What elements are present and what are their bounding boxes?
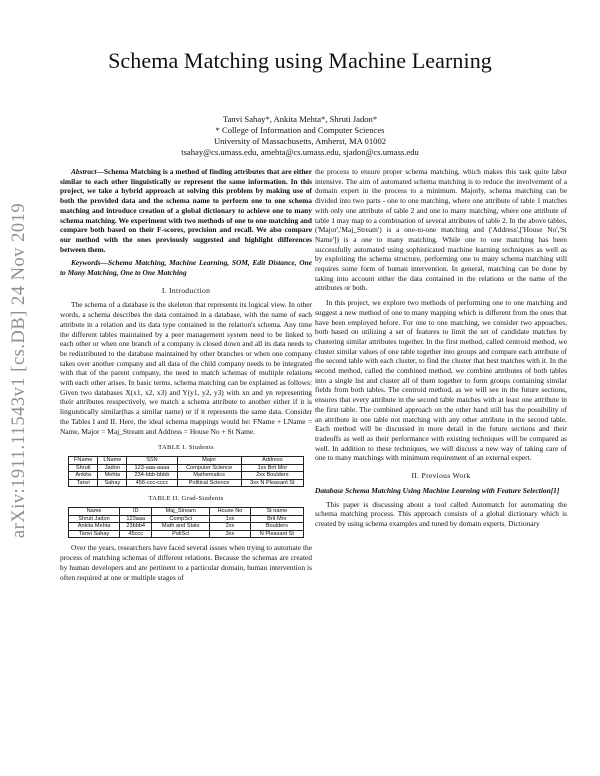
paper-title: Schema Matching using Machine Learning (108, 48, 492, 73)
abstract-text: —Schema Matching is a method of finding attributes that are either similar to each other linguistically or represent the same information. In this project, we take a hybrid approach at solving this problem by making use of both the provided data and the schema name to perform one to one schema matching and introduce creation of a global dictionary to achieve one to many schema matching. We experiment with two methods of one to one matching and compare both based on their F-scores, precision and recall. We also compare our method with the ones previously suggested and highlight differences between them. (60, 167, 312, 254)
table-cell: Sahay (98, 479, 127, 487)
table-header-cell: Address (241, 456, 303, 464)
table-cell: 3xx (210, 530, 251, 538)
author-block (60, 114, 540, 158)
table-cell: 123-aaa-aaaa (127, 464, 177, 472)
table-cell: Computer Science (177, 464, 241, 472)
table-cell: Shruti (69, 464, 98, 472)
table-header-row (69, 456, 304, 464)
table-cell: 2xx Boulders (241, 472, 303, 480)
table-row (69, 472, 304, 480)
abstract (60, 167, 312, 254)
right-paragraph-2: In this project, we explore two methods of performing one to one matching and suggest a new method of one to many mapping which is different from the ones that have been employed before. For one to one matching, we consider two appoaches, both based on utilizing a set of features to limit the set of candidate matches by clustering similar attributes together. In the first method, called centroid method, we cluster similar values of one table together into groups and compare each attribute of the second table with each cluster, to find the cluster that best matches with it. In the second method, called the combined method, we combine attributes of both tables into a single list and cluster all of them together to form groups containing similar fields from both tables. The centroid method, as we will see in the future sections, ensures that every attribute in the second table matches with at least one attribute in the first table. The combined approach on the other hand still has the possibility of an attribute in one table not matching with any other attribute in the second table. Each method will be discussed in more detail in the future sections and their tradeoffs as well as their performance with existing techniques will be compared as well. In addition to these techniques, we will discuss a new way of taking care of one to many matchings with minimum requirement of an external expert. (315, 298, 567, 463)
table-header-cell: Name (69, 508, 120, 516)
table-header-cell: House No (210, 508, 251, 516)
table-row (69, 530, 304, 538)
table-cell: 45ccc (120, 530, 152, 538)
keywords-label: Keywords (71, 258, 101, 268)
table-cell: 1xx (210, 515, 251, 523)
table-cell: Shruti Jadon (69, 515, 120, 523)
section-heading-introduction: I. Introduction (161, 285, 211, 295)
table-cell: Ankita Mehta (69, 523, 120, 531)
left-column (60, 167, 312, 582)
table-cell: Math and Stats (152, 523, 210, 531)
table-cell: 1xx Brit Mnr (241, 464, 303, 472)
table-cell: Mehta (98, 472, 127, 480)
table-header-row (69, 508, 304, 516)
table-row (69, 479, 304, 487)
table-cell: 2xx (210, 523, 251, 531)
section-heading-previous-work: II. Previous Work (411, 471, 471, 481)
arxiv-stamp (2, 140, 38, 600)
intro-paragraph-2: Over the years, researchers have faced several issues when trying to automate the process of matching schemas of different relations. Because the schemas are created by human developers and are pertinent to a particular domain, human intervention is often required at one or multiple stages of (60, 543, 312, 582)
affiliation-line-2: University of Massachusetts, Amherst, MA 01002 (213, 136, 387, 146)
right-paragraph-1: the process to ensure proper schema matching, which makes this task quite labor intensive. The aim of automated schema matching is to reduce the involvement of a domain expert in the process to a minimum. Majorly, schema matching can be divided into two parts - one to one matching, where one attribute of table 1 matches with only one attribute of table 2 and one to many matching, where one attribute of table 1 may map to a combination of several attributes of table 2. In the above tables, ('Major','Maj_Stream') is a one-to-one matching and ('Address',['House No','St Name']) is a one to many matching. While one to one matching has been successfully automated using sophisticated machine learning techniques as well as by exploiting the schema structure, performing one to many schema matching still requires some form of human intervention. In general, matching can be done by taking into account either the data contained in the relations or the name of the attributes or both. (315, 167, 567, 293)
intro-paragraph-1: The schema of a database is the skeleton that represents its logical view. In other words, a schema describes the data contained in a database, with the name of each attribute in a relation and its data type contained in the relation's schema. Any time the different tables maintained by a peer management system need to be linked to each other or when one branch of a company is closed down and all its data needs to be redistributed to the database maintained by other branches or when one company takes over another company and all data of the child company needs to be integrated with that of the parent company, the need to match schemas of multiple relations with each other arises. In basic terms, schema matching can be explained as follows: Given two databases X(x1, x2, x3) and Y(y1, y2, y3) with xn and yn representing their attributes resspectively, we match a schema attribute to another either if it is linguistically similar(has a similar name) or if it represents the same data. Consider the Tables I and II. Here, the ideal schema mappings would be: FName + LName = Name, Major = Maj_Stream and Address = House No + St Name. (60, 300, 312, 436)
table-cell: 456-ccc-cccc (127, 479, 177, 487)
table-header-cell: Major (177, 456, 241, 464)
table-cell: Boulders (250, 523, 303, 531)
table-header-cell: LName (98, 456, 127, 464)
arxiv-id: arXiv:1911.11543v1 [cs.DB] 24 Nov 2019 (9, 202, 30, 538)
table-cell: CompSci (152, 515, 210, 523)
keywords (60, 258, 312, 277)
affiliation-line-1: * College of Information and Computer Sciences (215, 125, 385, 135)
table-cell: 123aaa (120, 515, 152, 523)
subsection-heading: Database Schema Matching Using Machine Learning with Feature Selection[1] (315, 485, 560, 495)
table-cell: Mathematics (177, 472, 241, 480)
table-grad-students (68, 507, 304, 538)
table-cell: Tanvi (69, 479, 98, 487)
table-cell: Jadon (98, 464, 127, 472)
table-row (69, 515, 304, 523)
table-cell: Tanvi Sahay (69, 530, 120, 538)
table-header-cell: SSN (127, 456, 177, 464)
table-cell: N Pleasant St (250, 530, 303, 538)
table-1-caption: TABLE I. Students (158, 444, 214, 452)
table-header-cell: FName (69, 456, 98, 464)
table-students (68, 456, 304, 487)
table-cell: 23bbb4 (120, 523, 152, 531)
abstract-label: Abstract (71, 167, 97, 176)
table-2-caption: TABLE II. Grad-Students (148, 495, 224, 503)
table-cell: PoliSci (152, 530, 210, 538)
table-row (69, 464, 304, 472)
keywords-text: —Schema Matching, Machine Learning, SOM, Edit Distance, One to Many Matching, One to One Matching (60, 258, 312, 278)
table-cell: 3xx N Pleasant St (241, 479, 303, 487)
table-cell: Political Science (177, 479, 241, 487)
author-emails: tsahay@cs.umass.edu, amehta@cs.umass.edu, sjadon@cs.umass.edu (181, 147, 419, 157)
right-paragraph-3: This paper is discussing about a tool called Automatch for automating the schema matching process. This approach consists of a global dictionary which is created by using schema examples and tuned by domain experts. Dictionary (315, 499, 567, 528)
table-cell: 234-bbb-bbbb (127, 472, 177, 480)
table-cell: Brit Mnr (250, 515, 303, 523)
author-names: Tanvi Sahay*, Ankita Mehta*, Shruti Jadon* (222, 114, 378, 124)
table-row (69, 523, 304, 531)
table-header-cell: Maj_Stream (152, 508, 210, 516)
table-cell: Ankita (69, 472, 98, 480)
right-column (315, 167, 567, 529)
table-header-cell: ID (120, 508, 152, 516)
table-header-cell: St name (250, 508, 303, 516)
